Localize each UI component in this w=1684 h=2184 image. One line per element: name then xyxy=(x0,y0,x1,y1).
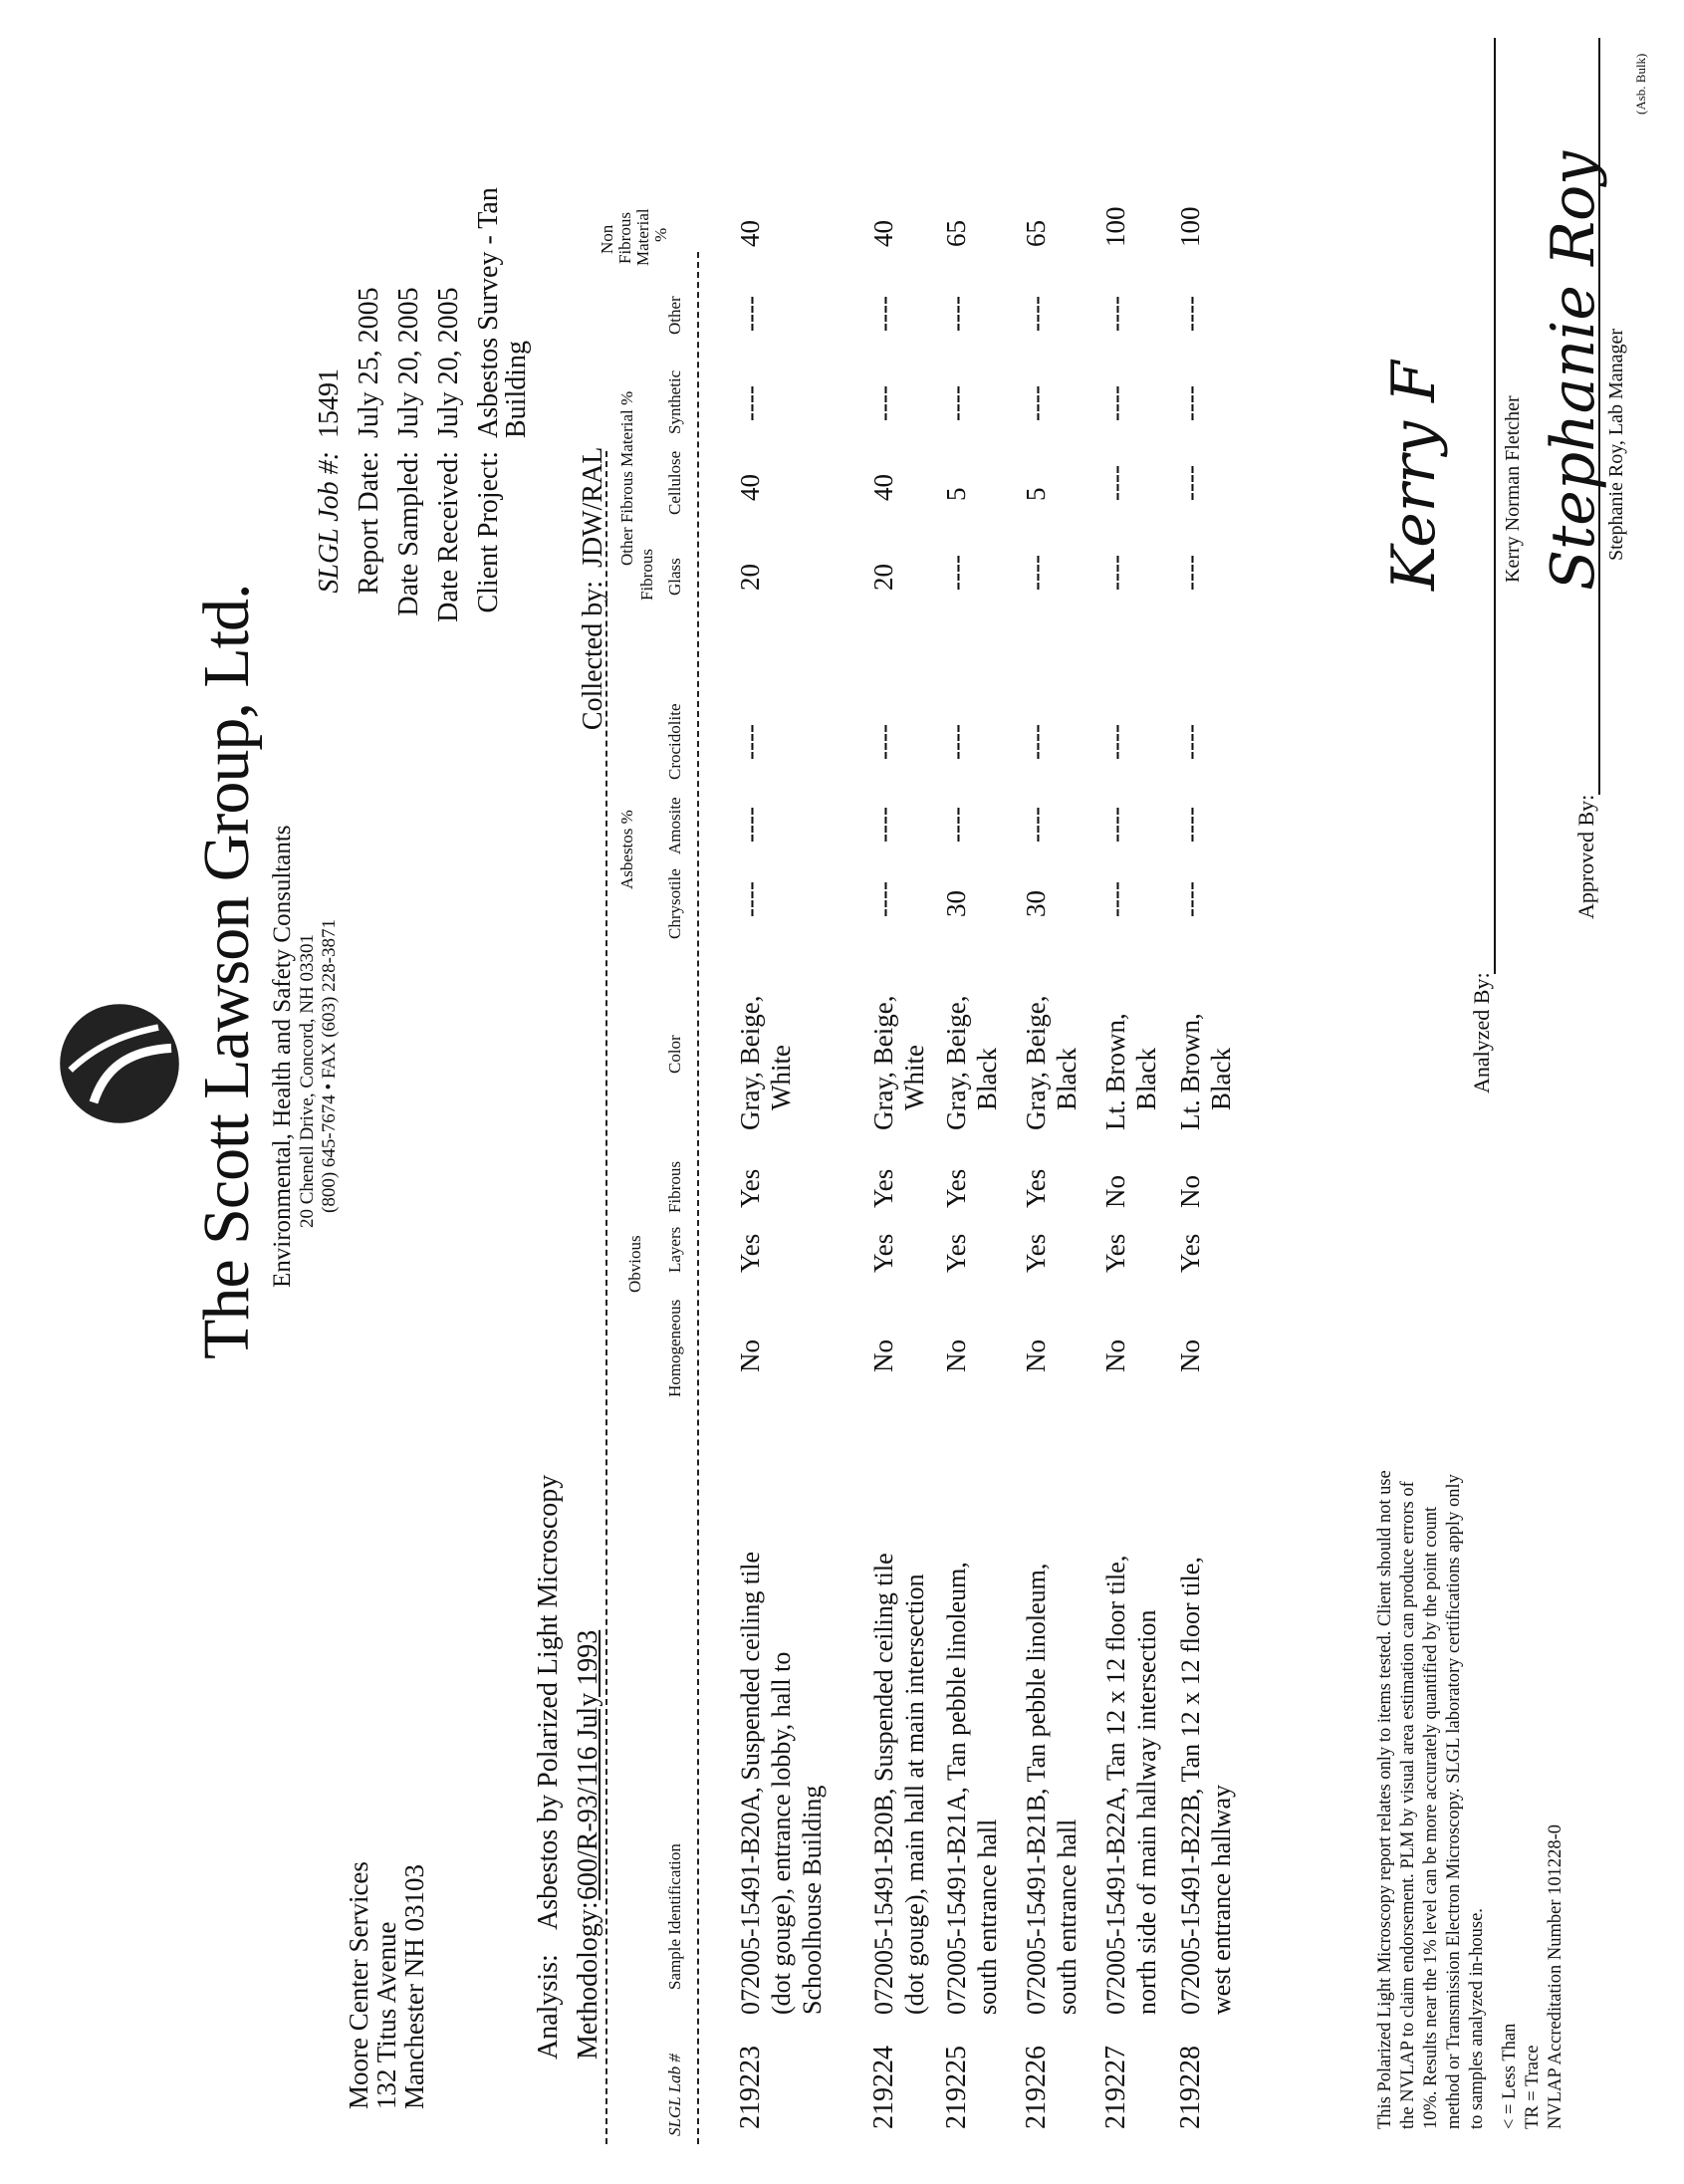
job-number: 15491 xyxy=(314,368,345,438)
header-bottom-rule xyxy=(697,252,699,2144)
collected-by-label: Collected by: xyxy=(578,581,608,731)
report-date: July 25, 2005 xyxy=(354,287,384,438)
methodology-value: 600/R-93/116 July 1993 xyxy=(573,1629,603,1900)
cell-sample-id-cont: south entrance hall xyxy=(973,1819,1002,2015)
cell-lab-number: 219223 xyxy=(735,2046,766,2129)
cell-color-cont: Black xyxy=(1206,1048,1236,1110)
cell-chrysotile: 30 xyxy=(1021,890,1051,917)
cell-layers: Yes xyxy=(941,1233,971,1273)
cell-sample-id-cont: (dot gouge), main hall at main intersection xyxy=(900,1574,929,2015)
cell-amosite: ---- xyxy=(1021,807,1051,843)
note-line-5: to samples analyzed in-house. xyxy=(1467,1908,1487,2129)
cell-sample-id: 072005-15491-B20B, Suspended ceiling tile xyxy=(869,1553,898,2015)
cell-sample-id: 072005-15491-B22A, Tan 12 x 12 floor tile, xyxy=(1101,1555,1130,2015)
note-line-2: the NVLAP to claim endorsement. PLM by visual area estimation can produce errors of xyxy=(1398,1481,1418,2129)
cell-cellulose: 5 xyxy=(941,487,971,501)
date-received: July 20, 2005 xyxy=(433,287,464,438)
cell-layers: Yes xyxy=(868,1233,898,1273)
cell-color: Gray, Beige, xyxy=(941,995,971,1130)
cell-fibrous: No xyxy=(1175,1175,1205,1208)
header-other-fibrous-group: Other Fibrous Material % xyxy=(617,390,636,566)
cell-other: ---- xyxy=(735,296,765,332)
header-amosite: Amosite xyxy=(665,797,684,854)
cell-synthetic: ---- xyxy=(941,385,971,421)
note-line-1: This Polarized Light Microscopy report relates only to items tested. Client should not use xyxy=(1375,1470,1395,2129)
header-crocidolite: Crocidolite xyxy=(665,703,684,780)
cell-cellulose: ---- xyxy=(1100,465,1130,501)
header-other: Other xyxy=(665,296,684,335)
cell-non-fibrous: 65 xyxy=(1021,220,1051,247)
cell-fibrous: Yes xyxy=(941,1168,971,1208)
header-color: Color xyxy=(665,1035,684,1074)
cell-sample-id: 072005-15491-B20A, Suspended ceiling tile xyxy=(736,1551,765,2015)
header-layers: Layers xyxy=(665,1226,684,1273)
cell-chrysotile: 30 xyxy=(941,890,971,917)
cell-chrysotile: ---- xyxy=(1175,881,1205,917)
header-top-rule xyxy=(605,451,607,2144)
cell-cellulose: 5 xyxy=(1021,487,1051,501)
cell-sample-id: 072005-15491-B22B, Tan 12 x 12 floor tile, xyxy=(1176,1557,1205,2015)
cell-layers: Yes xyxy=(1175,1233,1205,1273)
cell-fibrous-glass: 20 xyxy=(868,564,898,591)
cell-amosite: ---- xyxy=(1100,807,1130,843)
cell-amosite: ---- xyxy=(1175,807,1205,843)
header-nonfib-1: Non xyxy=(598,224,616,254)
cell-crocidolite: ---- xyxy=(868,724,898,760)
cell-other: ---- xyxy=(1021,296,1051,332)
cell-lab-number: 219226 xyxy=(1021,2046,1052,2129)
cell-color-cont: White xyxy=(899,1045,929,1110)
header-nonfib-2: Fibrous xyxy=(615,212,634,264)
cell-fibrous-glass: ---- xyxy=(1100,555,1130,591)
header-fibrous: Fibrous xyxy=(665,1161,684,1213)
header-asbestos-group: Asbestos % xyxy=(617,810,636,889)
cell-crocidolite: ---- xyxy=(941,724,971,760)
cell-synthetic: ---- xyxy=(1100,385,1130,421)
analyzed-by-line xyxy=(1494,38,1496,974)
date-received-label: Date Received: xyxy=(433,451,464,622)
cell-color: Lt. Brown, xyxy=(1175,1013,1205,1130)
job-number-label: SLGL Job #: xyxy=(314,451,345,594)
client-name: Moore Center Services xyxy=(344,1861,373,2109)
methodology-label: Methodology: xyxy=(573,1901,603,2060)
cell-fibrous: Yes xyxy=(868,1168,898,1208)
company-logo-icon xyxy=(55,999,184,1128)
cell-sample-id-cont: (dot gouge), entrance lobby, hall to xyxy=(767,1651,796,2015)
cell-homogeneous: No xyxy=(735,1339,765,1372)
cell-fibrous: Yes xyxy=(1021,1168,1051,1208)
cell-color-cont: Black xyxy=(1131,1048,1161,1110)
analyst-signature: Kerry F xyxy=(1379,361,1449,591)
cell-color: Gray, Beige, xyxy=(1021,995,1051,1130)
cell-fibrous: No xyxy=(1100,1175,1130,1208)
cell-other: ---- xyxy=(1100,296,1130,332)
header-cellulose: Cellulose xyxy=(665,450,684,515)
cell-non-fibrous: 40 xyxy=(735,220,765,247)
analysis-value: Asbestos by Polarized Light Microscopy xyxy=(533,1474,564,1930)
client-project-cont: Building xyxy=(501,340,532,438)
header-fibrous-glass-2: Glass xyxy=(665,558,684,596)
cell-fibrous-glass: ---- xyxy=(1175,555,1205,591)
cell-fibrous-glass: 20 xyxy=(735,564,765,591)
analyzed-by-label: Analyzed By: xyxy=(1469,972,1494,1093)
cell-layers: Yes xyxy=(1021,1233,1051,1273)
note-less-than: < = Less Than xyxy=(1500,2023,1520,2129)
collected-by: JDW/RAL xyxy=(578,446,608,568)
form-code: (Asb. Bulk) xyxy=(1633,53,1648,115)
analyst-name: Kerry Norman Fletcher xyxy=(1502,395,1524,583)
header-lab-number: SLGL Lab # xyxy=(665,2054,684,2136)
cell-sample-id-cont: Schoolhouse Building xyxy=(798,1785,827,2015)
header-synthetic: Synthetic xyxy=(665,369,684,434)
cell-amosite: ---- xyxy=(941,807,971,843)
cell-color: Gray, Beige, xyxy=(868,995,898,1130)
header-chrysotile: Chrysotile xyxy=(665,868,684,939)
cell-color-cont: White xyxy=(766,1045,796,1110)
header-nonfib-4: % xyxy=(651,227,670,242)
cell-lab-number: 219225 xyxy=(941,2046,972,2129)
cell-other: ---- xyxy=(941,296,971,332)
cell-lab-number: 219228 xyxy=(1175,2046,1206,2129)
cell-amosite: ---- xyxy=(868,807,898,843)
company-phone: (800) 645-7674 • FAX (603) 228-3871 xyxy=(319,919,340,1213)
cell-chrysotile: ---- xyxy=(868,881,898,917)
cell-homogeneous: No xyxy=(868,1339,898,1372)
cell-color-cont: Black xyxy=(972,1048,1002,1110)
header-homogeneous: Homogeneous xyxy=(665,1299,684,1397)
header-fibrous-glass-1: Fibrous xyxy=(637,549,656,601)
cell-cellulose: 40 xyxy=(735,474,765,501)
client-city: Manchester NH 03103 xyxy=(399,1864,429,2109)
cell-color: Lt. Brown, xyxy=(1100,1013,1130,1130)
cell-other: ---- xyxy=(868,296,898,332)
cell-layers: Yes xyxy=(735,1233,765,1273)
cell-synthetic: ---- xyxy=(1175,385,1205,421)
report-date-label: Report Date: xyxy=(354,451,384,595)
cell-homogeneous: No xyxy=(1100,1339,1130,1372)
approver-signature: Stephanie Roy xyxy=(1539,150,1608,591)
note-line-3: 10%. Results near the 1% level can be more accurately quantified by the point count xyxy=(1421,1506,1441,2129)
cell-synthetic: ---- xyxy=(868,385,898,421)
cell-non-fibrous: 65 xyxy=(941,220,971,247)
client-project: Asbestos Survey - Tan xyxy=(473,187,504,438)
cell-crocidolite: ---- xyxy=(735,724,765,760)
cell-lab-number: 219224 xyxy=(868,2046,899,2129)
cell-fibrous-glass: ---- xyxy=(1021,555,1051,591)
date-sampled: July 20, 2005 xyxy=(393,287,424,438)
cell-chrysotile: ---- xyxy=(1100,881,1130,917)
cell-layers: Yes xyxy=(1100,1233,1130,1273)
cell-sample-id: 072005-15491-B21A, Tan pebble linoleum, xyxy=(942,1562,971,2015)
analysis-label: Analysis: xyxy=(533,1954,564,2060)
cell-fibrous-glass: ---- xyxy=(941,555,971,591)
header-nonfib-3: Material xyxy=(633,208,652,266)
cell-crocidolite: ---- xyxy=(1175,724,1205,760)
cell-crocidolite: ---- xyxy=(1021,724,1051,760)
note-nvlap: NVLAP Accreditation Number 101228-0 xyxy=(1546,1823,1565,2129)
cell-homogeneous: No xyxy=(1021,1339,1051,1372)
header-sample-id: Sample Identification xyxy=(665,1843,684,1990)
cell-sample-id-cont: north side of main hallway intersection xyxy=(1132,1609,1161,2015)
cell-non-fibrous: 100 xyxy=(1100,206,1130,247)
cell-homogeneous: No xyxy=(941,1339,971,1372)
header-obvious: Obvious xyxy=(625,1235,644,1293)
company-name: The Scott Lawson Group, Ltd. xyxy=(190,584,263,1359)
approved-by-label: Approved By: xyxy=(1573,794,1598,919)
cell-color: Gray, Beige, xyxy=(735,995,765,1130)
company-subtitle: Environmental, Health and Safety Consultants xyxy=(269,825,296,1288)
cell-homogeneous: No xyxy=(1175,1339,1205,1372)
approver-name: Stephanie Roy, Lab Manager xyxy=(1605,328,1627,561)
cell-cellulose: 40 xyxy=(868,474,898,501)
cell-synthetic: ---- xyxy=(1021,385,1051,421)
cell-lab-number: 219227 xyxy=(1100,2046,1131,2129)
cell-chrysotile: ---- xyxy=(735,881,765,917)
cell-sample-id-cont: west entrance hallway xyxy=(1207,1784,1236,2015)
cell-amosite: ---- xyxy=(735,807,765,843)
date-sampled-label: Date Sampled: xyxy=(393,451,424,616)
cell-color-cont: Black xyxy=(1052,1048,1082,1110)
company-address: 20 Chenell Drive, Concord, NH 03301 xyxy=(297,934,318,1228)
cell-other: ---- xyxy=(1175,296,1205,332)
cell-crocidolite: ---- xyxy=(1100,724,1130,760)
client-project-label: Client Project: xyxy=(473,451,504,613)
cell-sample-id: 072005-15491-B21B, Tan pebble linoleum, xyxy=(1022,1563,1051,2015)
cell-sample-id-cont: south entrance hall xyxy=(1053,1819,1082,2015)
cell-cellulose: ---- xyxy=(1175,465,1205,501)
cell-fibrous: Yes xyxy=(735,1168,765,1208)
note-trace: TR = Trace xyxy=(1523,2045,1543,2129)
cell-non-fibrous: 40 xyxy=(868,220,898,247)
client-street: 132 Titus Avenue xyxy=(371,1921,401,2109)
cell-synthetic: ---- xyxy=(735,385,765,421)
cell-non-fibrous: 100 xyxy=(1175,206,1205,247)
note-line-4: method or Transmission Electron Microscopy. SLGL laboratory certifications apply only xyxy=(1444,1474,1464,2129)
